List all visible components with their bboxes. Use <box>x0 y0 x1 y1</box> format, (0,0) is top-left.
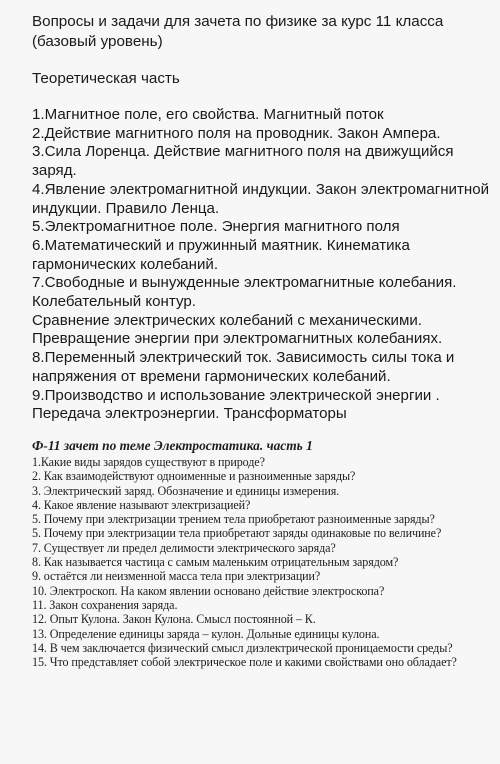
theory-item: Сравнение электрических колебаний с механическими. Превращение энергии при электромагнитных колебаниях. <box>32 311 443 348</box>
theory-item: 2.Действие магнитного поля на проводник. Закон Ампера. <box>32 124 441 142</box>
question-item: 10. Электроскоп. На каком явлении основано действие электроскопа? <box>32 583 385 598</box>
question-item: 13. Определение единицы заряда – кулон. Дольные единицы кулона. <box>32 626 380 641</box>
question-item: 8. Как называется частица с самым маленьким отрицательным зарядом? <box>32 555 399 570</box>
theory-item: 1.Магнитное поле, его свойства. Магнитный поток <box>32 106 384 123</box>
question-item: 11. Закон сохранения заряда. <box>32 597 178 612</box>
theory-item: 4.Явление электромагнитной индукции. Закон электромагнитной индукции. Правило Ленца. <box>32 180 490 217</box>
question-item: 7. Существует ли предел делимости электрического заряда? <box>32 540 336 555</box>
question-list <box>32 455 494 669</box>
question-item: 14. В чем заключается физический смысл диэлектрической проницаемости среды? <box>32 640 453 655</box>
question-item: 4. Какое явление называют электризацией? <box>32 497 251 512</box>
theory-item: 5.Электромагнитное поле. Энергия магнитного поля <box>32 218 400 236</box>
question-item: 1.Какие виды зарядов существуют в природе? <box>32 455 265 469</box>
theory-item: 6.Математический и пружинный маятник. Кинематика гармонических колебаний. <box>32 236 410 273</box>
test-heading: Ф-11 зачет по теме Электростатика. часть 1 <box>32 438 313 453</box>
question-item: 5. Почему при электризации трением тела приобретают разноименные заряды? <box>32 512 435 527</box>
question-item: 2. Как взаимодействуют одноименные и разноименные заряды? <box>32 469 356 484</box>
question-item: 12. Опыт Кулона. Закон Кулона. Смысл постоянной – К. <box>32 612 316 627</box>
theory-item: 7.Свободные и вынужденные электромагнитные колебания. Колебательный контур. <box>32 274 457 311</box>
theory-item: 8.Переменный электрический ток. Зависимость силы тока и напряжения от времени гармонических колебаний. <box>32 349 455 385</box>
question-item: 5. Почему при электризации тела приобретают заряды одинаковые по величине? <box>32 526 442 541</box>
section-title: Теоретическая часть <box>32 70 180 87</box>
document-title: Вопросы и задачи для зачета по физике за курс 11 класса (базовый уровень) <box>32 13 444 50</box>
question-item: 9. остаётся ли неизменной масса тела при электризации? <box>32 569 321 584</box>
theory-item: 9.Производство и использование электрической энергии . Передача электроэнергии. Трансформаторы <box>32 386 440 423</box>
question-item: 3. Электрический заряд. Обозначение и единицы измерения. <box>32 483 340 498</box>
question-item: 15. Что представляет собой электрическое поле и какими свойствами оно обладает? <box>32 655 457 670</box>
theory-list <box>32 106 494 424</box>
theory-item: 3.Сила Лоренца. Действие магнитного поля на движущийся заряд. <box>32 143 454 180</box>
